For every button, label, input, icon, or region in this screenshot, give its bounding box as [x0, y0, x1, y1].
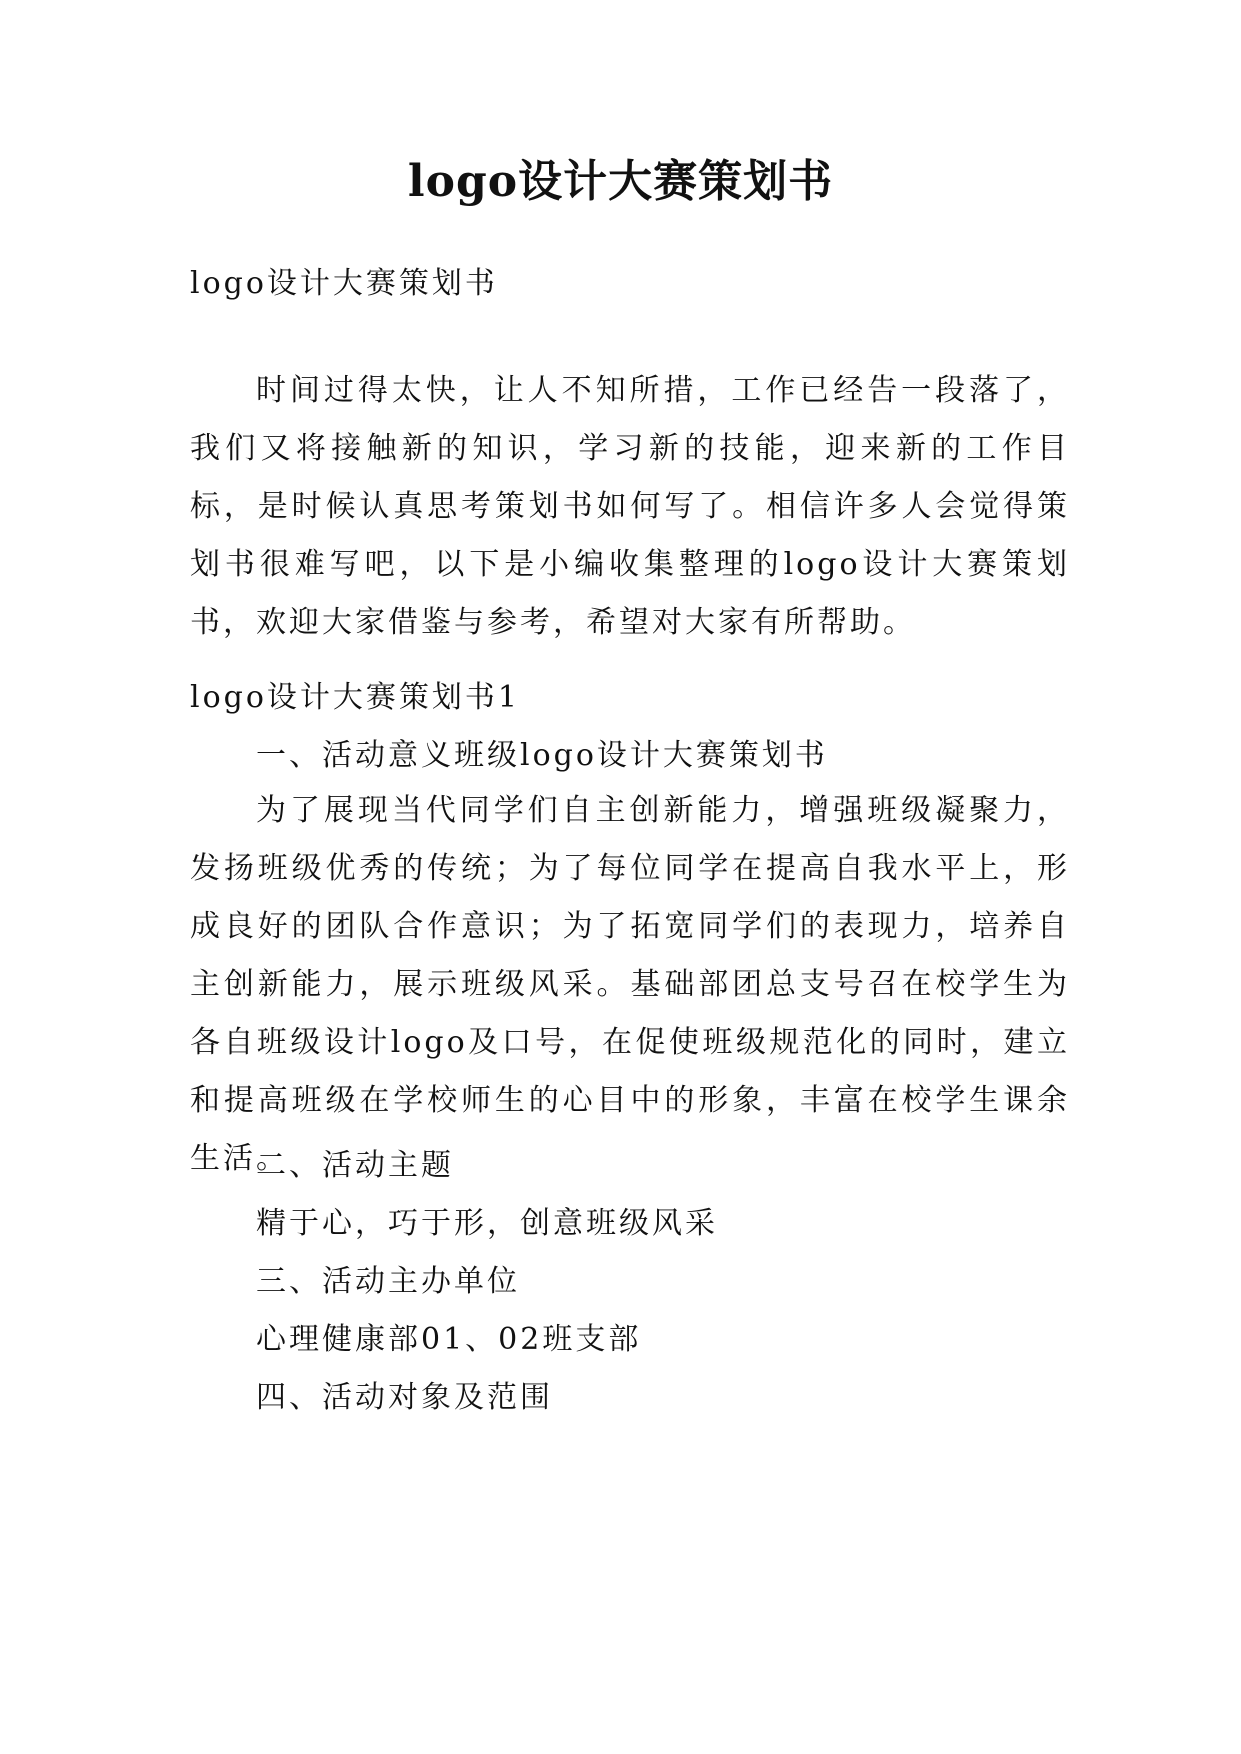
item-body-2: 精于心，巧于形，创意班级风采	[256, 1206, 718, 1241]
document-subtitle: logo设计大赛策划书	[190, 266, 498, 301]
item-heading-3: 三、活动主办单位	[256, 1264, 520, 1299]
item-heading-4: 四、活动对象及范围	[256, 1380, 553, 1415]
intro-paragraph: 时间过得太快，让人不知所措，工作已经告一段落了，我们又将接触新的知识，学习新的技能，迎来新的工作目标，是时候认真思考策划书如何写了。相信许多人会觉得策划书很难写吧，以下是小编收集整理的logo设计大赛策划书，欢迎大家借鉴与参考，希望对大家有所帮助。	[190, 373, 1070, 640]
item-heading-2: 二、活动主题	[256, 1148, 454, 1183]
section-heading: logo设计大赛策划书1	[190, 680, 521, 715]
item-body-3: 心理健康部01、02班支部	[256, 1322, 642, 1357]
item-heading-1: 一、活动意义班级logo设计大赛策划书	[256, 738, 828, 773]
item-body-1: 为了展现当代同学们自主创新能力，增强班级凝聚力，发扬班级优秀的传统；为了每位同学在提高自我水平上，形成良好的团队合作意识；为了拓宽同学们的表现力，培养自主创新能力，展示班级风采。基础部团总支号召在校学生为各自班级设计logo及口号，在促使班级规范化的同时，建立和提高班级在学校师生的心目中的形象，丰富在校学生课余生活。	[190, 793, 1070, 1176]
document-title: logo设计大赛策划书	[407, 156, 834, 207]
